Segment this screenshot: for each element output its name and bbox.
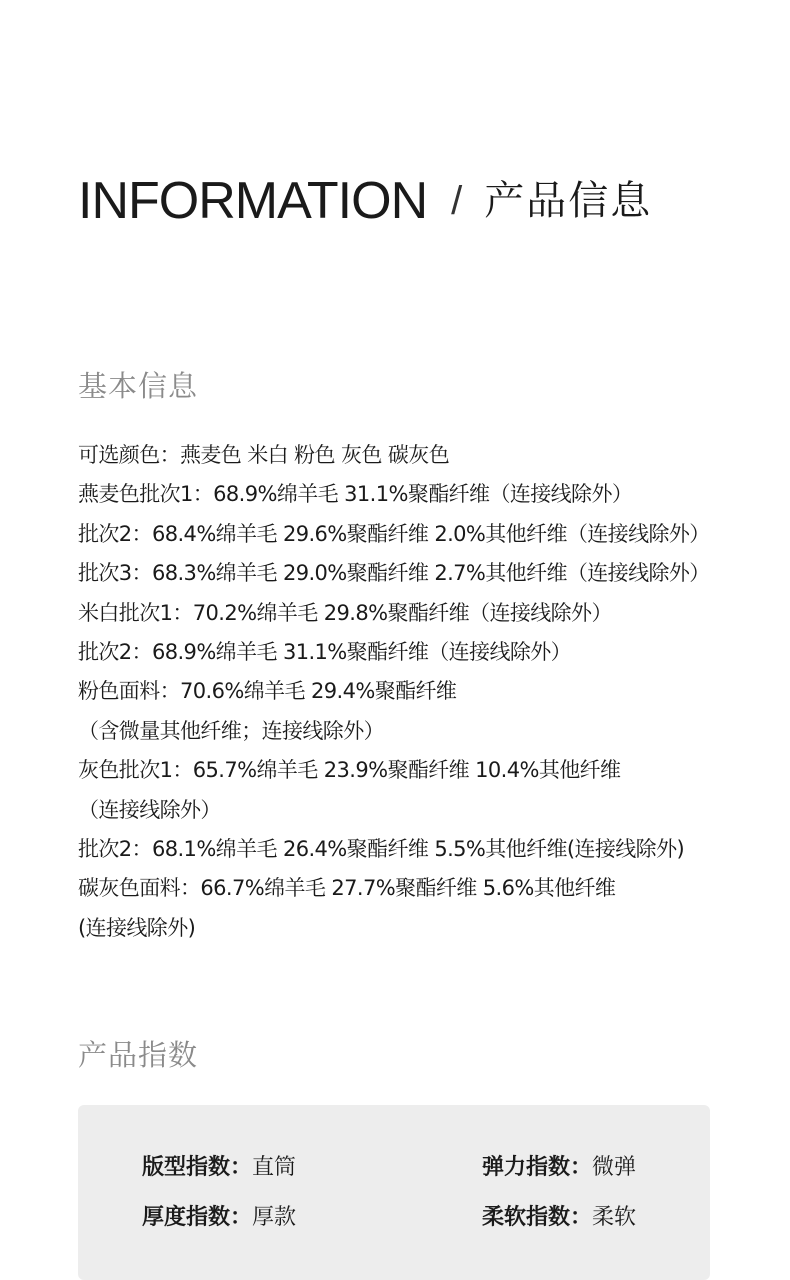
info-line: 批次2：68.4%绵羊毛 29.6%聚酯纤维 2.0%其他纤维（连接线除外） <box>78 521 710 546</box>
info-line: 粉色面料：70.6%绵羊毛 29.4%聚酯纤维 <box>78 679 457 704</box>
thickness-index <box>142 1203 296 1233</box>
info-line: 米白批次1：70.2%绵羊毛 29.8%聚酯纤维（连接线除外） <box>78 600 612 625</box>
elastic-index <box>482 1153 636 1183</box>
softness-index-label: 柔软指数： <box>482 1205 593 1230</box>
page-title-en: INFORMATION <box>78 172 428 230</box>
elastic-index-value: 微弹 <box>592 1155 637 1180</box>
info-line: 灰色批次1：65.7%绵羊毛 23.9%聚酯纤维 10.4%其他纤维 <box>78 758 621 783</box>
fit-index <box>142 1153 296 1183</box>
softness-index-value: 柔软 <box>592 1205 637 1230</box>
info-line: 批次2：68.1%绵羊毛 26.4%聚酯纤维 5.5%其他纤维(连接线除外) <box>78 837 685 862</box>
product-index-title: 产品指数 <box>78 1038 199 1072</box>
info-line: 批次3：68.3%绵羊毛 29.0%聚酯纤维 2.7%其他纤维（连接线除外） <box>78 561 710 586</box>
basic-info-list <box>78 436 768 948</box>
page-title-cn: 产品信息 <box>484 178 653 224</box>
softness-index <box>482 1203 636 1233</box>
elastic-index-label: 弹力指数： <box>482 1155 593 1180</box>
thickness-index-value: 厚款 <box>252 1205 297 1230</box>
info-line: (连接线除外) <box>78 915 196 940</box>
page-header <box>78 170 652 232</box>
fit-index-value: 直筒 <box>252 1155 297 1180</box>
info-line: （连接线除外） <box>78 797 221 822</box>
basic-info-title: 基本信息 <box>78 369 199 403</box>
fit-index-label: 版型指数： <box>142 1155 253 1180</box>
info-line: 批次2：68.9%绵羊毛 31.1%聚酯纤维（连接线除外） <box>78 640 572 665</box>
info-line: 碳灰色面料：66.7%绵羊毛 27.7%聚酯纤维 5.6%其他纤维 <box>78 876 616 901</box>
product-index-panel <box>78 1105 710 1280</box>
info-line: 燕麦色批次1：68.9%绵羊毛 31.1%聚酯纤维（连接线除外） <box>78 482 633 507</box>
info-line: （含微量其他纤维；连接线除外） <box>78 718 384 743</box>
info-line-colors: 可选颜色：燕麦色 米白 粉色 灰色 碳灰色 <box>78 443 450 467</box>
thickness-index-label: 厚度指数： <box>142 1205 253 1230</box>
title-separator: / <box>451 179 463 223</box>
